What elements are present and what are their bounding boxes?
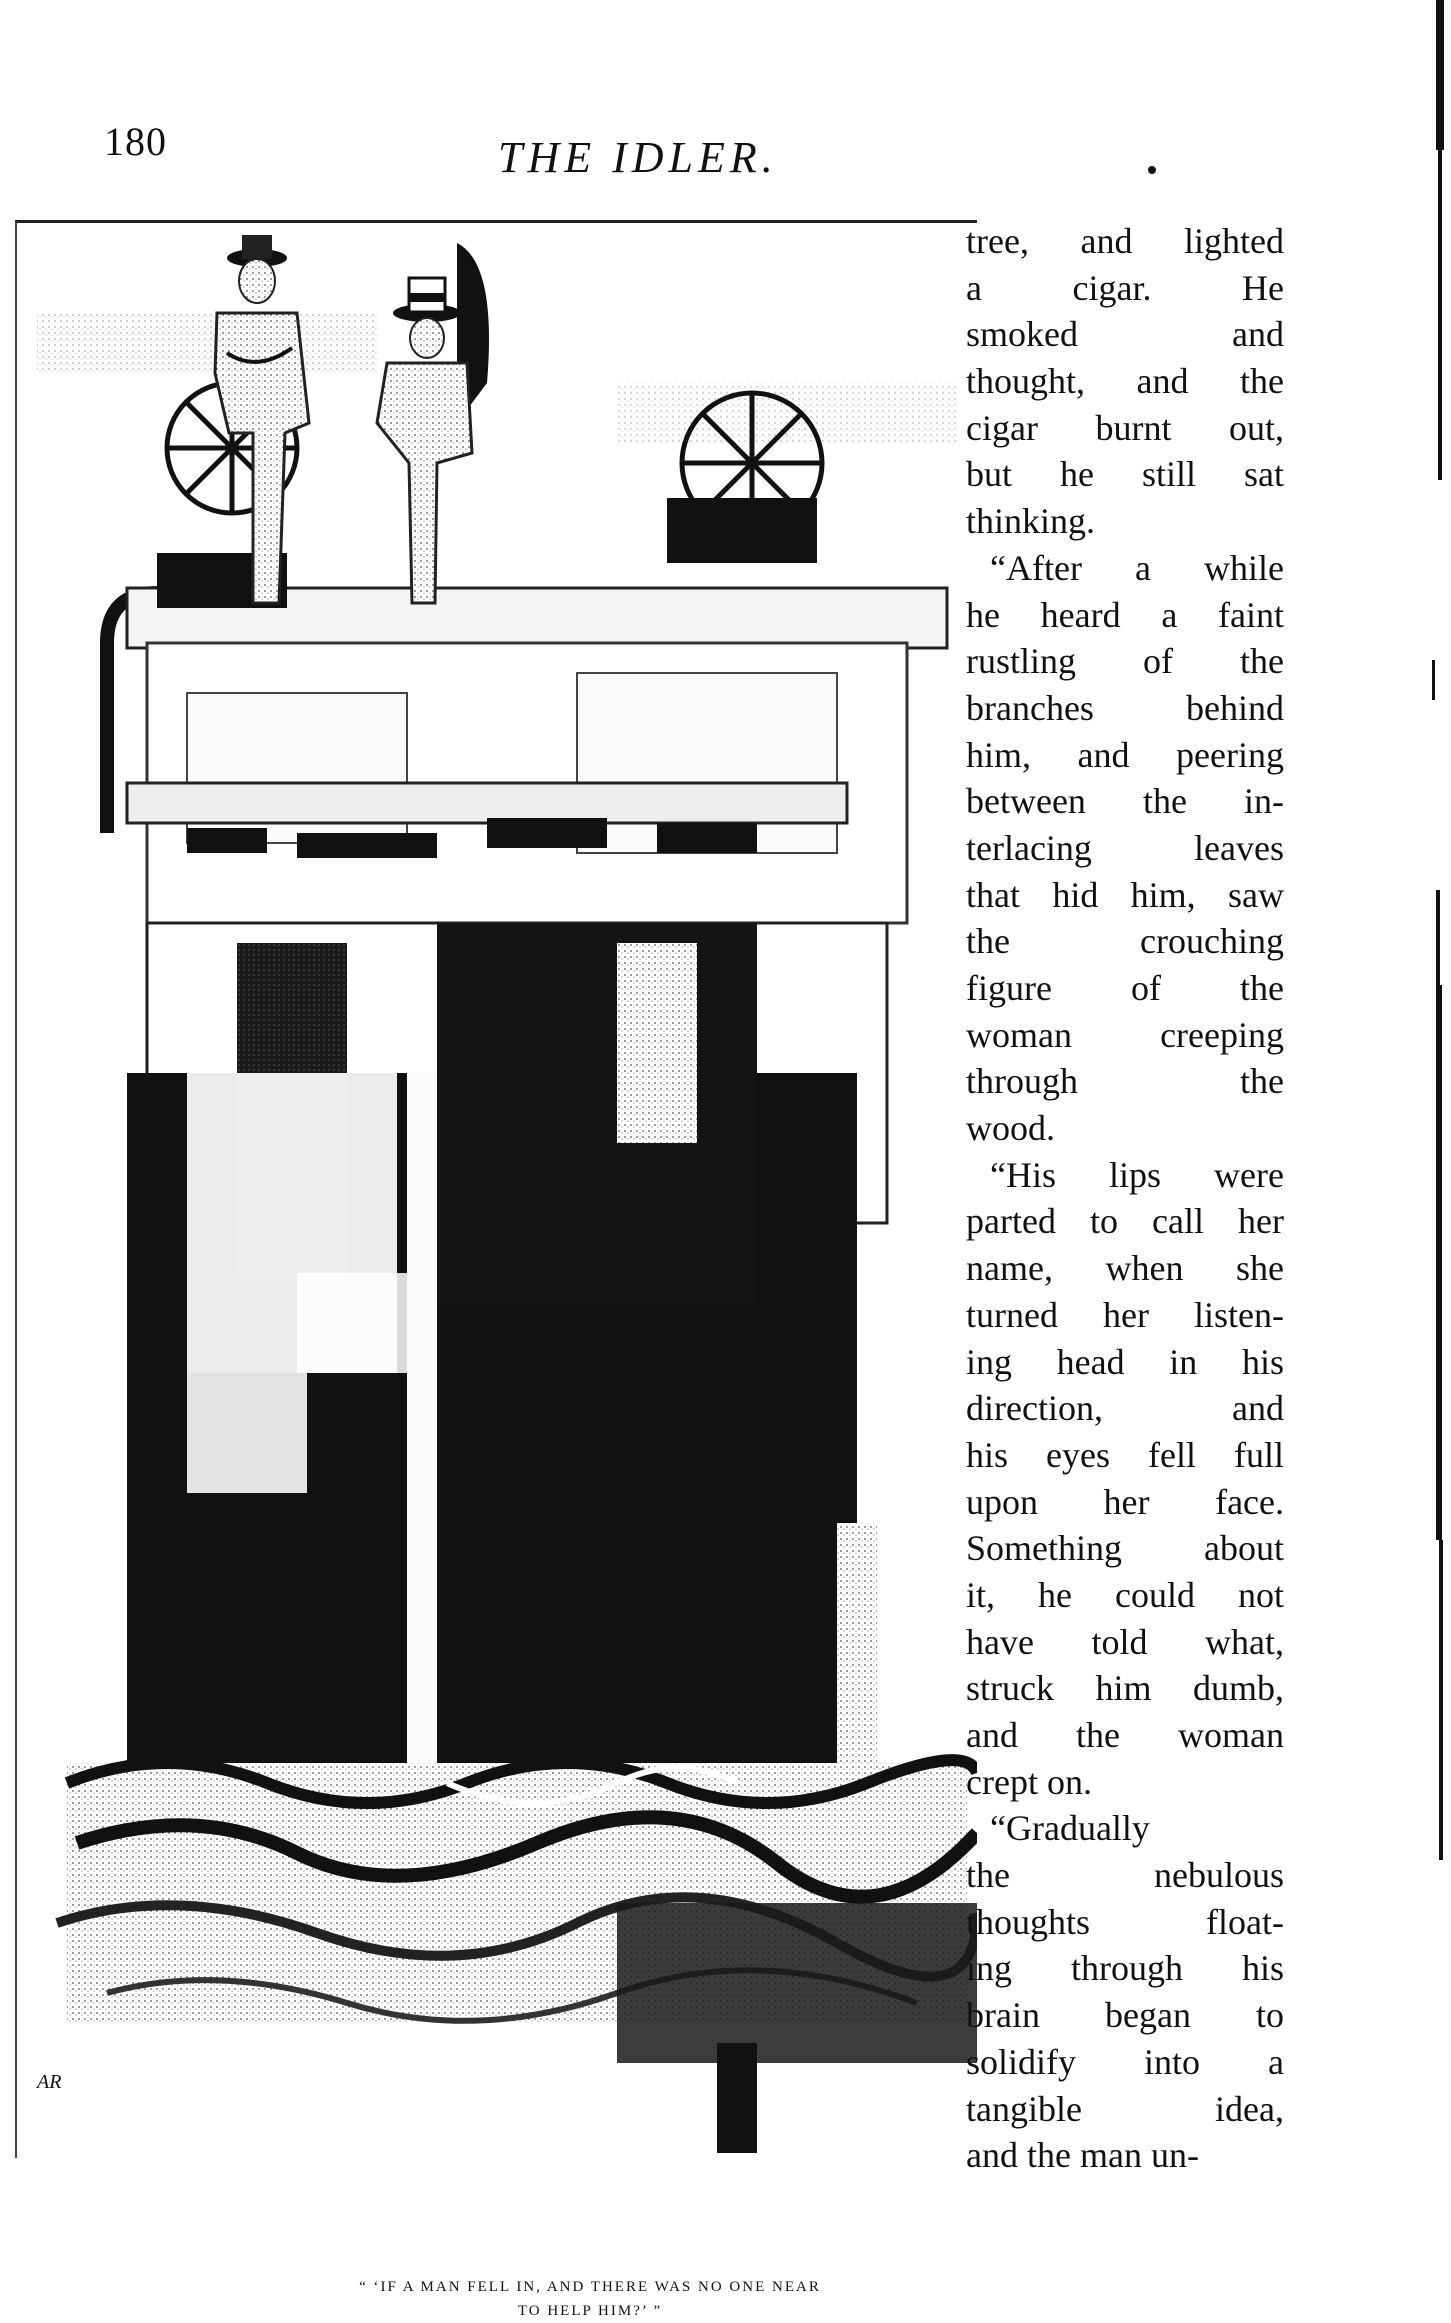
text-line: solidify into a [966,2041,1284,2082]
text-line: “After a while [990,547,1284,588]
text-line: figure of the [966,968,1284,1008]
text-line: “His lips were [990,1154,1284,1195]
text-line: rustling of the [966,641,1284,682]
text-line: ing head in his [966,1341,1284,1382]
text-line: crept on. [966,1761,1092,1802]
text-line: the nebulous [966,1855,1284,1896]
text-line: the crouching [966,921,1284,962]
text-line: that hid him, saw [966,874,1284,915]
page-edge-rule [1436,890,1440,1000]
text-line: smoked and [966,314,1284,355]
text-line: thinking. [966,501,1096,542]
artist-mark: AR [37,2071,62,2093]
caption-line: TO HELP HIM?’ ” [517,2303,663,2319]
text-line: his eyes fell full [966,1434,1284,1475]
text-line: and the man un- [966,2135,1199,2176]
text-line: brain began to [966,1995,1284,2036]
caption-line: “ ‘IF A MAN FELL IN, AND THERE WAS NO ONE NEAR [359,2279,821,2295]
page-edge-rule [1439,1540,1443,1860]
text-line: thought, and the [966,361,1284,402]
text-line: turned her listen- [966,1294,1284,1335]
text-line: name, when she [966,1248,1284,1289]
page-edge-rule [1438,150,1442,480]
text-line: tangible idea, [966,2088,1284,2129]
text-line: branches behind [966,687,1284,728]
text-line: he heard a faint [966,594,1284,635]
text-line: and the woman [966,1715,1284,1755]
text-line: thoughts float- [966,1901,1284,1942]
text-line: between the in- [966,781,1284,822]
running-head: THE IDLER. [498,133,778,182]
text-line: through the [966,1061,1284,1102]
text-line: “Gradually [990,1808,1150,1849]
text-line: upon her face. [966,1481,1284,1522]
ornament-dot [1148,166,1156,174]
tower [127,923,887,1873]
text-line: have told what, [966,1621,1284,1662]
leaning-man [377,243,489,603]
text-line: a cigar. He [966,267,1284,308]
platform [127,498,947,923]
text-line: cigar burnt out, [966,407,1284,448]
page-edge-rule [1436,0,1444,150]
text-line: woman creeping [966,1014,1284,1055]
page-number: 180 [104,119,167,164]
body-text-column [966,218,1284,2179]
page-edge-rule [1436,985,1442,1540]
sky-haze [37,313,957,443]
illustration [15,220,977,2158]
wheel [682,393,822,533]
illustration-caption [240,2275,940,2323]
standing-man [215,235,309,603]
text-line: but he still sat [966,454,1284,495]
water [57,1760,977,2153]
text-line: struck him dumb, [966,1668,1284,1709]
text-line: Something about [966,1528,1284,1569]
text-line: wood. [966,1108,1055,1149]
text-line: tree, and lighted [966,221,1284,261]
text-line: it, he could not [966,1574,1284,1615]
text-line: ing through his [966,1948,1284,1989]
illustration-art [17,223,977,2158]
text-line: terlacing leaves [966,827,1284,868]
text-line: parted to call her [966,1201,1284,1242]
text-line: him, and peering [966,734,1284,775]
text-line: direction, and [966,1388,1284,1429]
page-edge-rule [1432,660,1435,700]
